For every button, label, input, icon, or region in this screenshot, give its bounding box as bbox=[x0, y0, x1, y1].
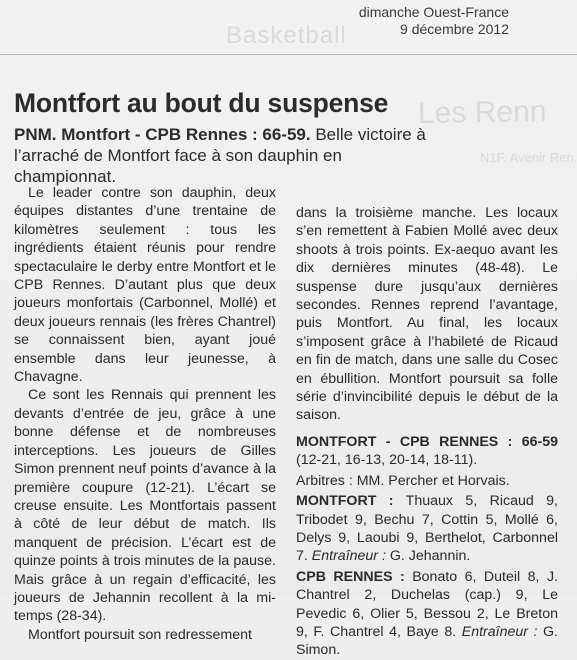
referees: Arbitres : MM. Percher et Horvais. bbox=[296, 472, 510, 489]
paragraph: dans la troisième manche. Les locaux s’en remettent à Fabien Mollé avec deux shoots à trois points. Ex-aequo avant les dix dernières minutes (48-48). Le suspense dure jusqu’aux dernières secondes. Rennes reprend l’avantage, puis Montfort. Au final, les locaux s’imposent grâce à l’habileté de Ricaud en fin de match, dans une salle du Cosec en ébullition. Montfort poursuit sa folle série d’invincibilité depuis le début de la saison. bbox=[296, 205, 558, 424]
top-rule bbox=[0, 54, 577, 55]
dateline bbox=[359, 4, 509, 38]
article-lead bbox=[14, 124, 434, 187]
lead-score: PNM. Montfort - CPB Rennes : 66-59. bbox=[14, 125, 311, 144]
bleed-through-text: Basketball bbox=[226, 22, 347, 49]
team-label: MONTFORT : bbox=[296, 493, 394, 510]
article-column-left bbox=[14, 184, 276, 644]
paragraph: Ce sont les Rennais qui prennent les devants d’entrée de jeu, grâce à une bonne défense et de nombreuses interceptions. Les joueurs de Gilles Simon prennent neuf points d’avance à la première coupure (12-21). L’écart se creuse ensuite. Les Montfortais passent à côté de leur début de match. Ils manquent de précision. L’écart est de quinze points à trois minutes de la pause. Mais grâce à un regain d’efficacité, les joueurs de Jehannin recollent à la mi-temps (28-34). bbox=[14, 387, 276, 625]
quarter-scores: (12-21, 16-13, 20-14, 18-11). bbox=[296, 452, 478, 469]
bleed-through-text: Les Renn bbox=[417, 94, 547, 131]
article-headline: Montfort au bout du suspense bbox=[14, 88, 389, 118]
bleed-through-text: N1F. Avenir Ren bbox=[480, 150, 574, 165]
player-list: Thuaux 5, Ricaud 9, Tribodet 9, Bechu 7, Cottin 5, Mollé 6, Delys 9, Laoubi 9, Berthelot, Carbonnel 7. bbox=[296, 493, 558, 565]
coach-label: Entraîneur : bbox=[461, 623, 538, 640]
match-score bbox=[296, 433, 558, 470]
coach-name: G. Jehannin. bbox=[385, 548, 471, 565]
paragraph: Montfort poursuit son redressement bbox=[28, 626, 252, 643]
paragraph: Le leader contre son dauphin, deux équipes distantes d’une trentaine de kilomètres seulement : tous les ingrédients étaient réunis pour rendre spectaculaire le derby entre Montfort et le CPB Rennes. D’autant plus que deux joueurs monfortais (Carbonnel, Mollé) et deux joueurs rennais (les frères Chantrel) se connaissent bien, ayant joué ensemble dans leur jeunesse, à Chavagne. bbox=[14, 185, 276, 386]
article-column-right bbox=[296, 204, 558, 660]
team-label: CPB RENNES : bbox=[296, 568, 405, 585]
publication-date: 9 décembre 2012 bbox=[400, 21, 509, 37]
coach-label: Entraîneur : bbox=[311, 548, 386, 565]
coach-name: G. Simon. bbox=[296, 623, 558, 659]
score-line: MONTFORT - CPB RENNES : 66-59 bbox=[296, 433, 558, 450]
publication-name: dimanche Ouest-France bbox=[358, 4, 509, 20]
team-montfort-lineup bbox=[296, 492, 558, 566]
lead-text: Belle victoire à l’arraché de Montfort face à son dauphin en championnat. bbox=[14, 125, 426, 186]
team-rennes-lineup bbox=[296, 568, 558, 660]
player-list: Bonato 6, Duteil 8, J. Chantrel 2, Duchelas (cap.) 9, Le Pevedic 6, Olier 5, Bessou 2, Le Breton 9, F. Chantrel 4, Baye 8. bbox=[296, 568, 558, 640]
